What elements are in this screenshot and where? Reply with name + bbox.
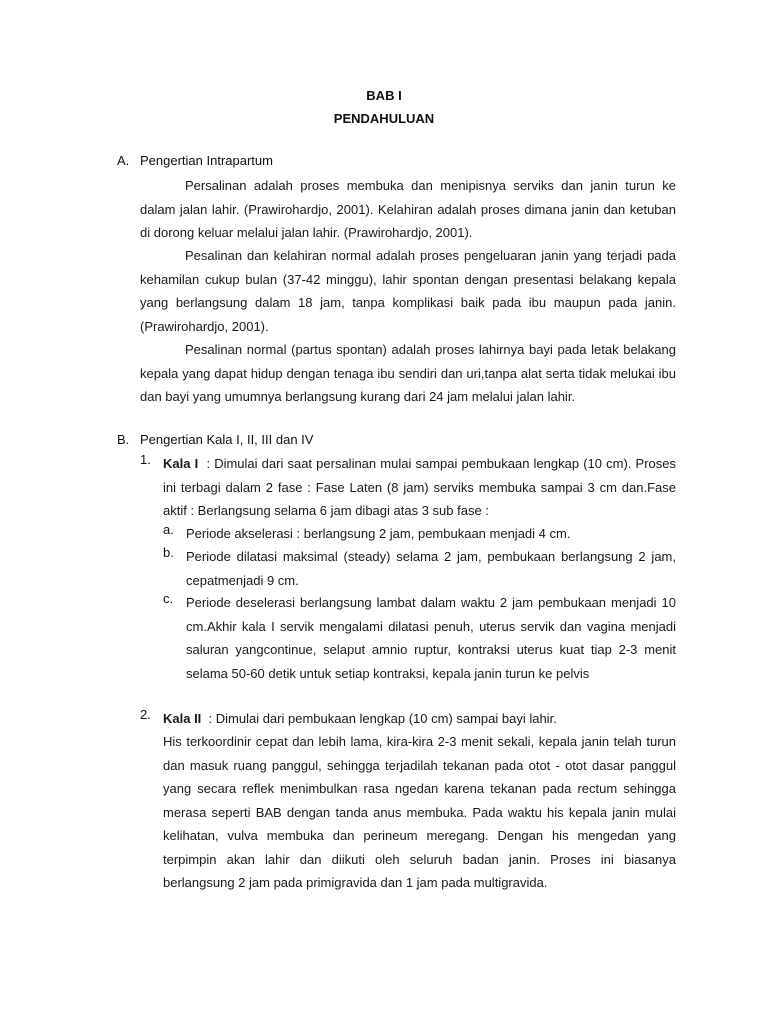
kala-2-continuation: His terkoordinir cepat dan lebih lama, kira-kira 2-3 menit sekali, kepala janin telah turun dan masuk ruang panggul, sehingga terjadilah tekanan pada otot - otot dasar panggul yang secara reflek menimbulkan rasa ngedan karena tekanan pada rectum sehingga merasa seperti BAB dengan tanda anus membuka. Pada waktu his kepala janin mulai kelihatan, vulva membuka dan perineum meregang. Dengan his mengedan yang terpimpin akan lahir dan diikuti oleh seluruh badan janin. Proses ini biasanya berlangsung 2 jam pada primigravida dan 1 jam pada multigravida. [163,734,676,890]
chapter-title: BAB I [366,88,402,103]
sub-item-letter: c. [163,591,174,606]
sub-item-text: Periode dilatasi maksimal (steady) selama 2 jam, pembukaan berlangsung 2 jam, cepatmenjadi 9 cm. [186,549,676,588]
paragraph-a2: Pesalinan dan kelahiran normal adalah proses pengeluaran janin yang terjadi pada kehamilan cukup bulan (37-42 minggu), lahir spontan dengan presentasi belakang kepala yang berlangsung dalam 18 jam, tanpa komplikasi baik pada ibu maupun pada janin. (Prawirohardjo, 2001). [140,248,676,334]
kala-2-description: : Dimulai dari pembukaan lengkap (10 cm) sampai bayi lahir. [201,711,557,726]
term-kala-2: Kala II [163,711,202,726]
sub-item-letter: b. [163,545,174,560]
section-b-title: Pengertian Kala I, II, III dan IV [140,432,314,447]
section-a-marker: A. [117,153,130,168]
section-a-title: Pengertian Intrapartum [140,153,273,168]
list-number: 2. [140,707,151,722]
section-b-marker: B. [117,432,130,447]
sub-item-letter: a. [163,522,174,537]
paragraph-a3: Pesalinan normal (partus spontan) adalah proses lahirnya bayi pada letak belakang kepala yang dapat hidup dengan tenaga ibu sendiri dan uri,tanpa alat serta tidak melukai ibu dan bayi yang umumnya berlangsung kurang dari 24 jam melalui jalan lahir. [140,342,676,404]
list-number: 1. [140,452,151,467]
sub-item-text: Periode deselerasi berlangsung lambat dalam waktu 2 jam pembukaan menjadi 10 cm.Akhir kala I servik mengalami dilatasi penuh, uterus servik dan vagina menjadi saluran yangcontinue, selaput amnio ruptur, kontraksi uterus kuat tiap 2-3 menit selama 50-60 detik untuk setiap kontraksi, kepala janin turun ke pelvis [186,595,676,681]
sub-item-text: Periode akselerasi : berlangsung 2 jam, pembukaan menjadi 4 cm. [186,526,571,541]
chapter-subtitle: PENDAHULUAN [333,111,435,126]
term-kala-1: Kala I [163,456,199,471]
kala-1-description: : Dimulai dari saat persalinan mulai sampai pembukaan lengkap (10 cm). Proses ini terbagi dalam 2 fase : Fase Laten (8 jam) serviks membuka sampai 3 cm dan.Fase aktif : Berlangsung selama 6 jam dibagi atas 3 sub fase : [163,456,680,518]
list-item-text [163,452,680,523]
paragraph-a1: Persalinan adalah proses membuka dan menipisnya serviks dan janin turun ke dalam jalan lahir. (Prawirohardjo, 2001). Kelahiran adalah proses dimana janin dan ketuban di dorong keluar melalui jalan lahir. (Prawirohardjo, 2001). [140,178,676,240]
list-item-text [163,707,676,731]
